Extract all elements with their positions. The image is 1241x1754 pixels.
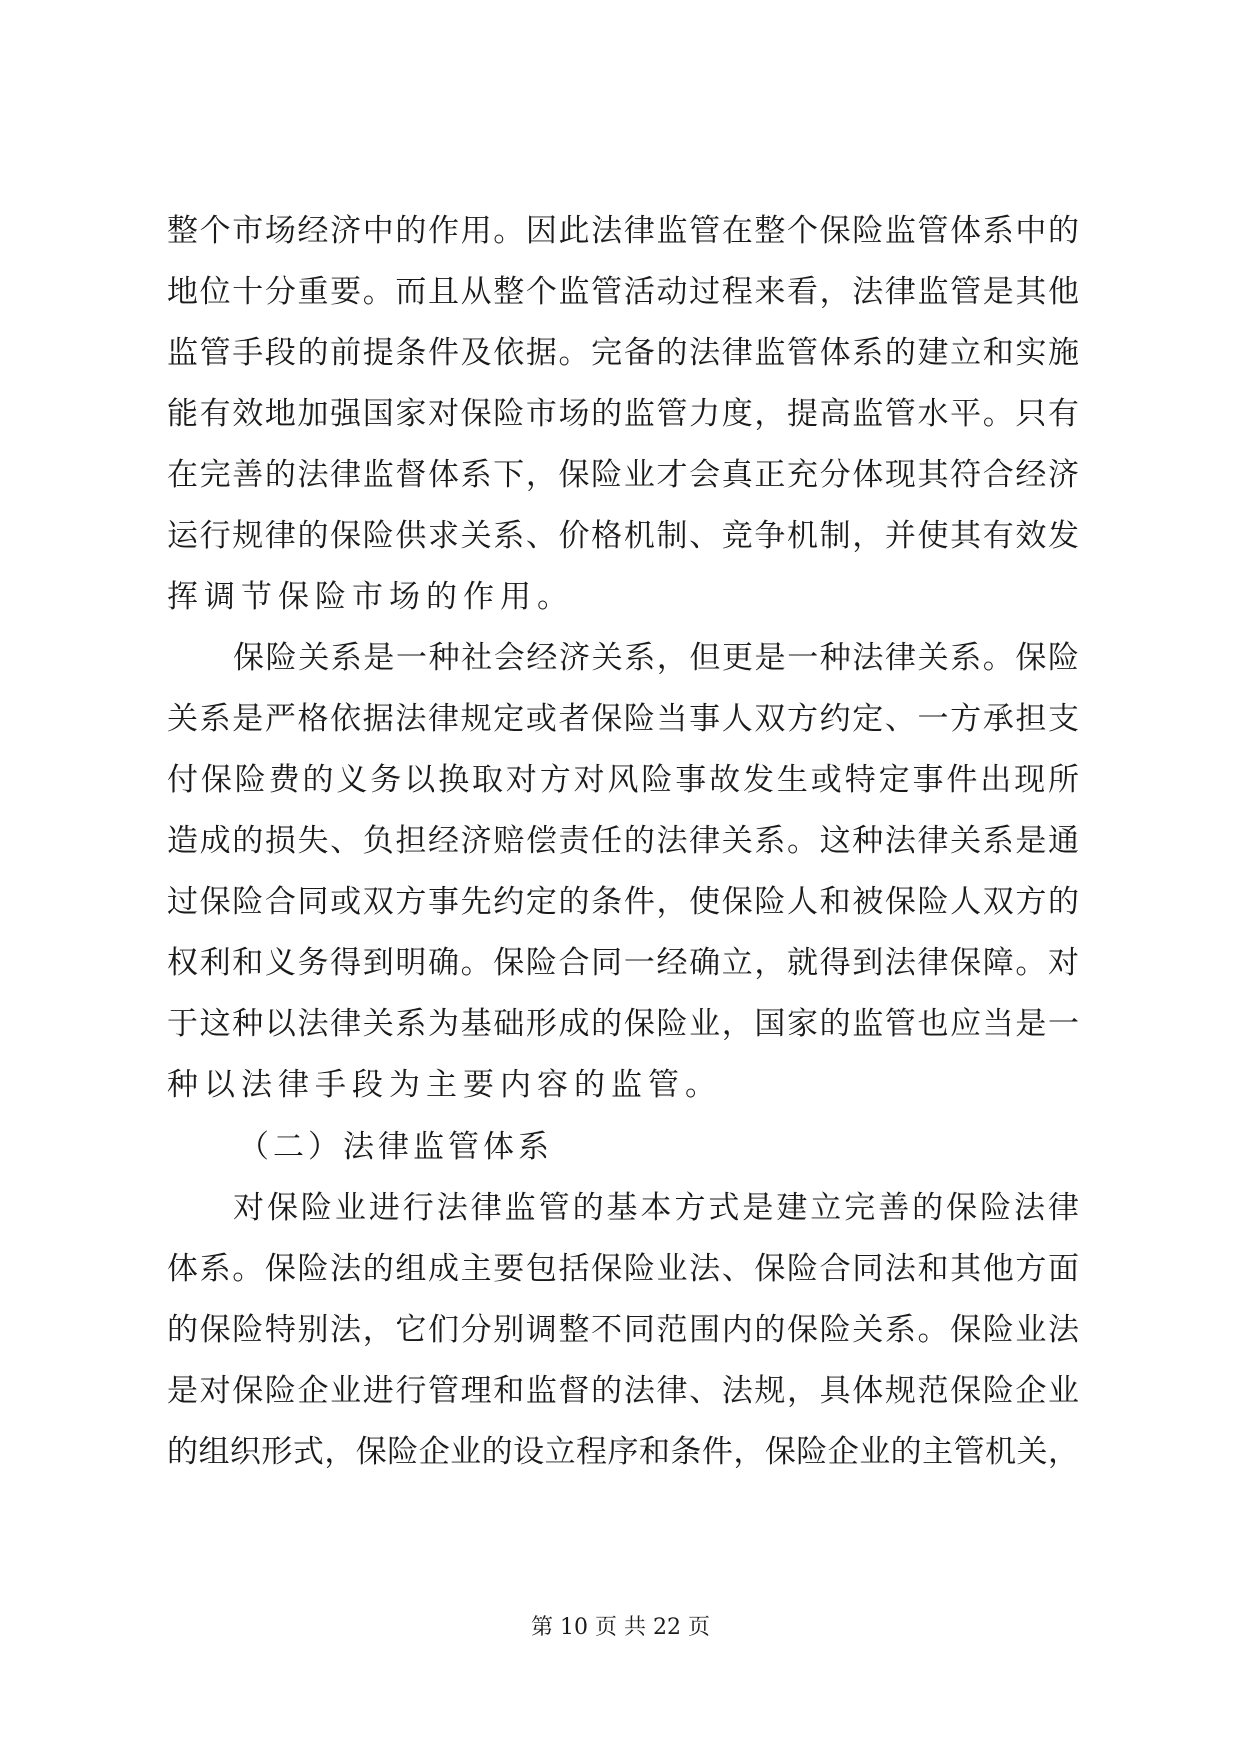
text-line: 关系是严格依据法律规定或者保险当事人双方约定、一方承担支 <box>167 701 1079 737</box>
text-line: 付保险费的义务以换取对方对风险事故发生或特定事件出现所 <box>167 762 1079 798</box>
text-line: 是对保险企业进行管理和监督的法律、法规，具体规范保险企业 <box>167 1373 1079 1409</box>
text-line: 运行规律的保险供求关系、价格机制、竞争机制，并使其有效发 <box>167 518 1079 554</box>
paragraph-first-line: 对保险业进行法律监管的基本方式是建立完善的保险法律 <box>233 1190 1079 1226</box>
text-line: 过保险合同或双方事先约定的条件，使保险人和被保险人双方的 <box>167 884 1079 920</box>
text-line: 挥调节保险市场的作用。 <box>167 579 574 615</box>
text-line: 的保险特别法，它们分别调整不同范围内的保险关系。保险业法 <box>167 1312 1079 1348</box>
page-number-footer: 第 10 页 共 22 页 <box>531 1615 710 1640</box>
text-line: 监管手段的前提条件及依据。完备的法律监管体系的建立和实施 <box>167 335 1079 371</box>
text-line: 地位十分重要。而且从整个监管活动过程来看，法律监管是其他 <box>167 274 1079 310</box>
text-line: 在完善的法律监督体系下，保险业才会真正充分体现其符合经济 <box>167 457 1079 493</box>
text-line: 权利和义务得到明确。保险合同一经确立，就得到法律保障。对 <box>167 945 1079 981</box>
paragraph-first-line: 保险关系是一种社会经济关系，但更是一种法律关系。保险 <box>233 640 1079 676</box>
section-heading: （二）法律监管体系 <box>238 1129 553 1165</box>
text-line: 造成的损失、负担经济赔偿责任的法律关系。这种法律关系是通 <box>167 823 1079 859</box>
text-line: 体系。保险法的组成主要包括保险业法、保险合同法和其他方面 <box>167 1251 1079 1287</box>
text-line: 整个市场经济中的作用。因此法律监管在整个保险监管体系中的 <box>167 213 1079 249</box>
text-line: 能有效地加强国家对保险市场的监管力度，提高监管水平。只有 <box>167 396 1079 432</box>
text-line: 种以法律手段为主要内容的监管。 <box>167 1067 722 1103</box>
text-line: 于这种以法律关系为基础形成的保险业，国家的监管也应当是一 <box>167 1006 1079 1042</box>
text-line: 的组织形式，保险企业的设立程序和条件，保险企业的主管机关， <box>167 1434 1079 1470</box>
